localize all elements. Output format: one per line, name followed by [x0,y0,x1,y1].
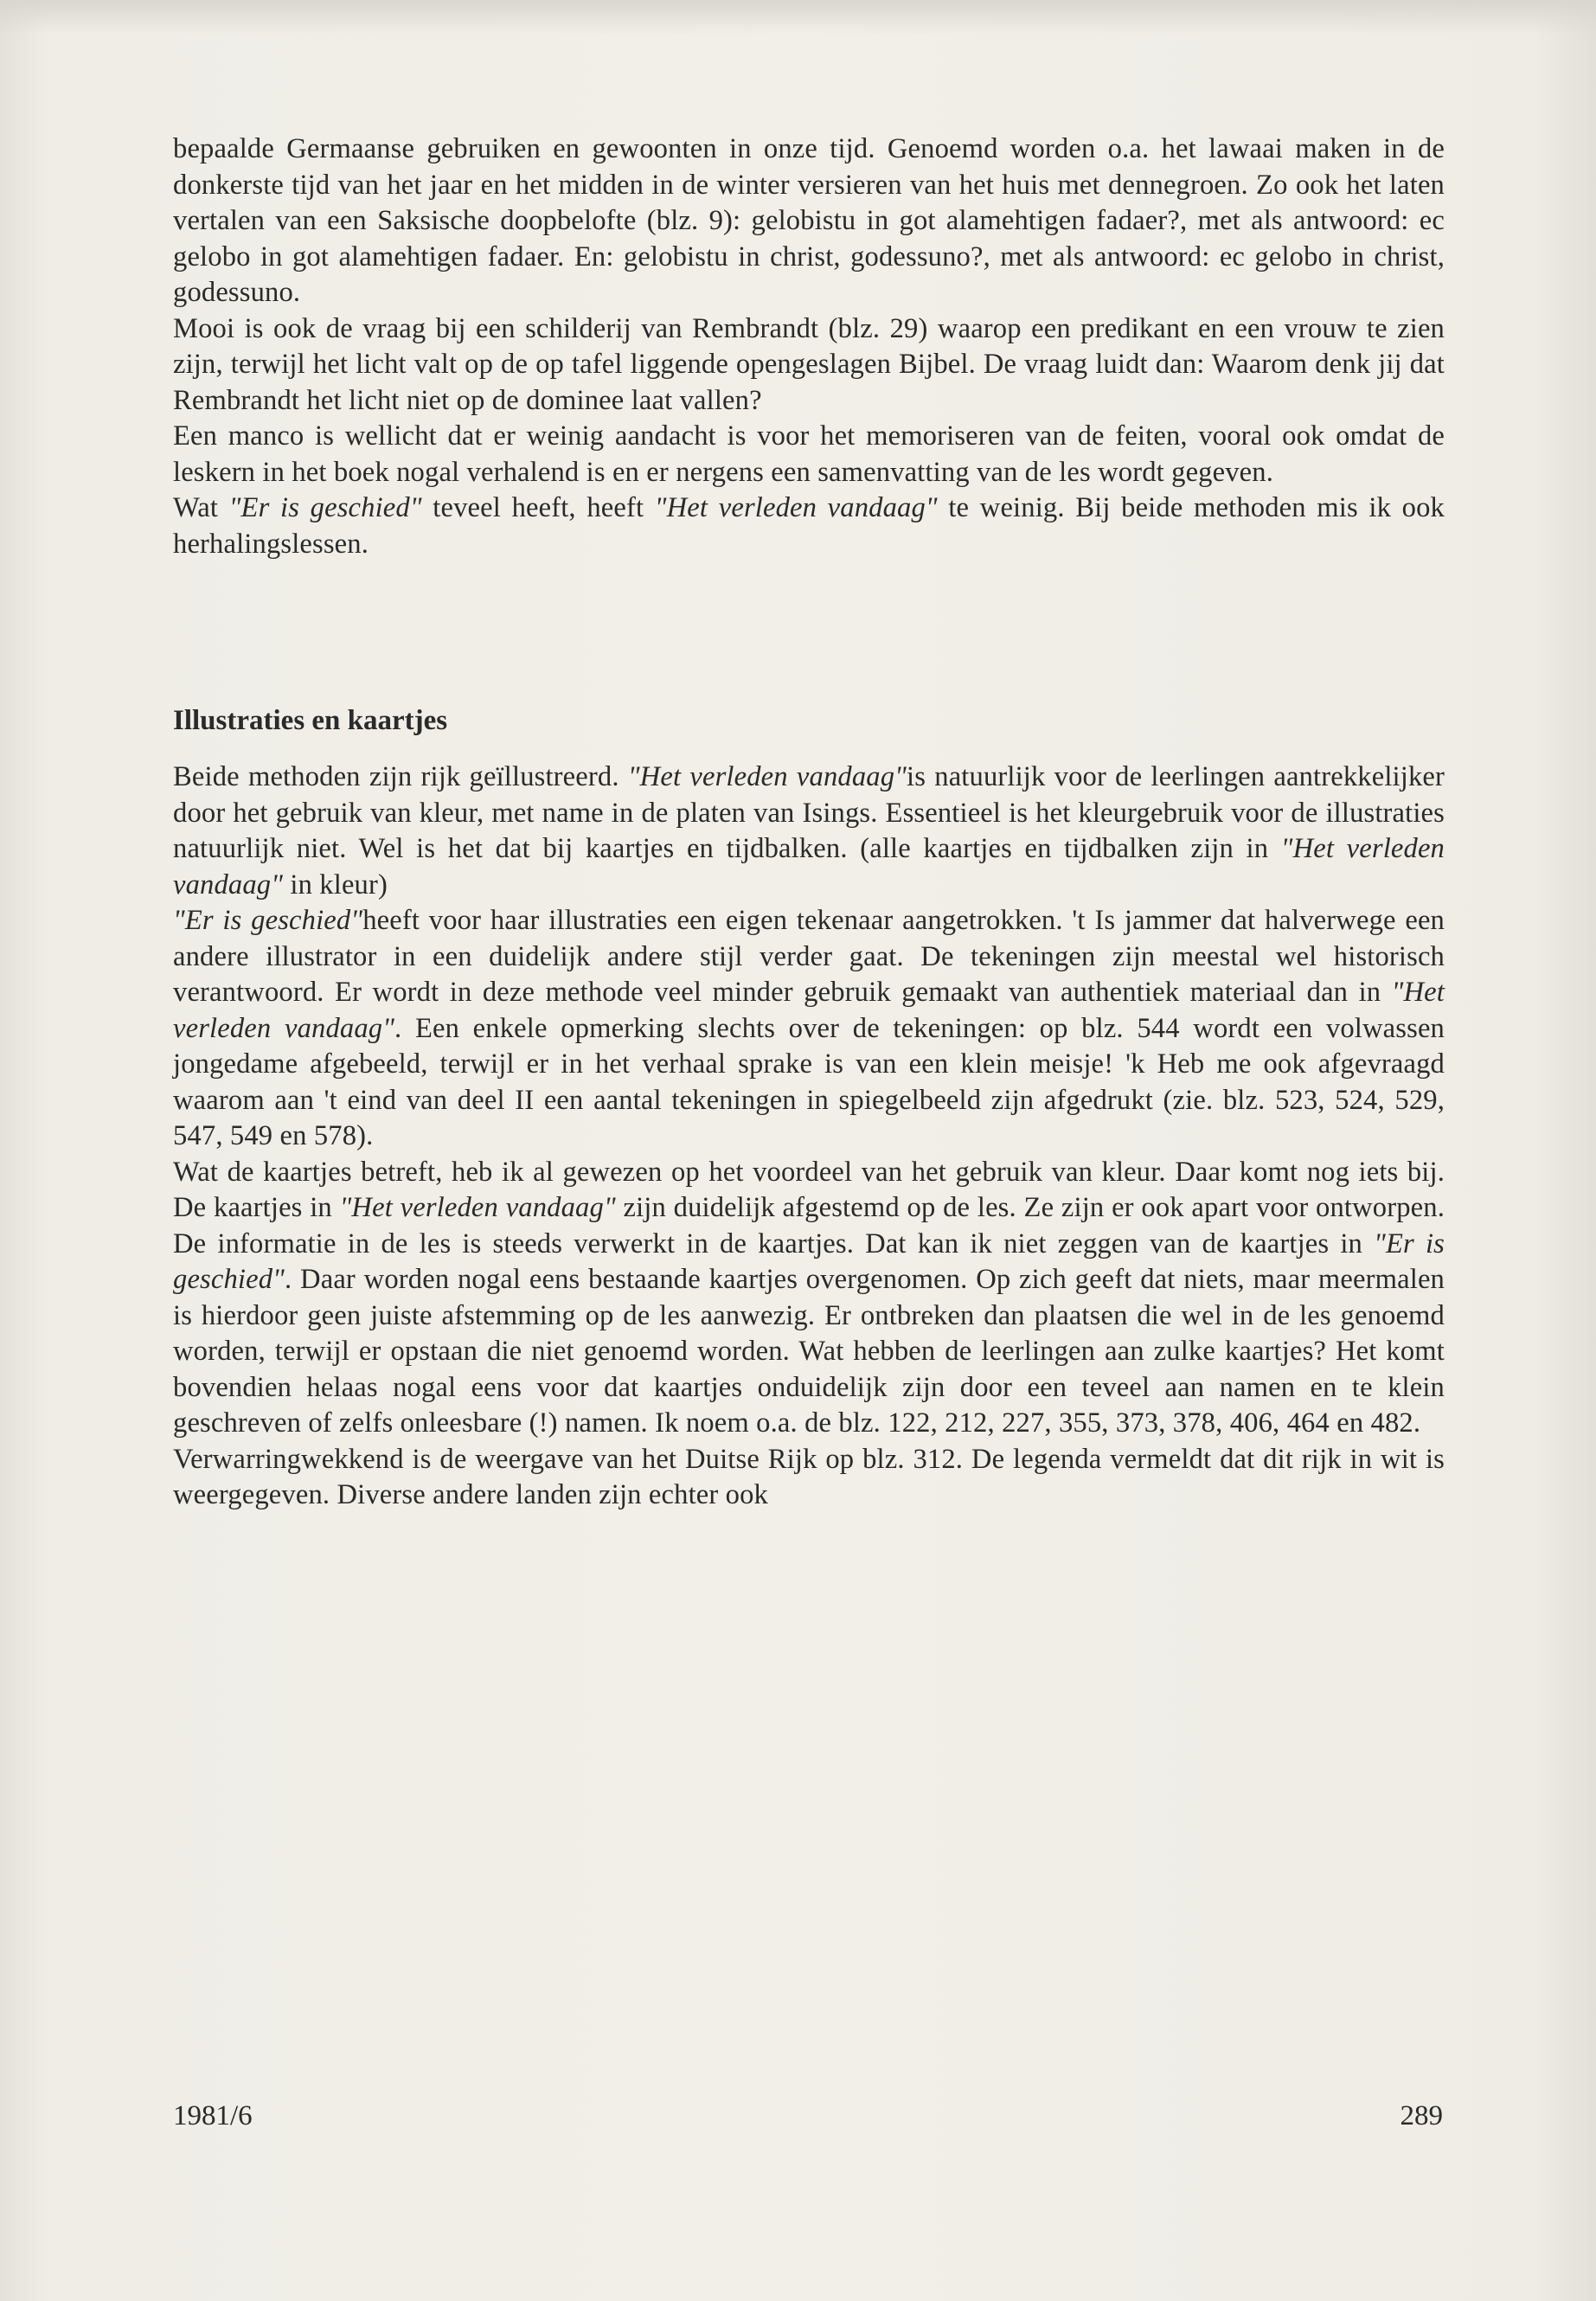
paragraph-german-empire: Verwarringwekkend is de weergave van het Duitse Rijk op blz. 312. De legenda vermeldt dat dit rijk in wit is weergegeven. Diverse andere landen zijn echter ook [173,1443,1445,1510]
paragraph-illustrations [173,760,1445,903]
paragraph-comparison [173,490,1445,562]
book-title: "Het verleden vandaag" [654,492,938,523]
book-title: "Het verleden vandaag" [173,833,1445,901]
book-title: "Er is geschied" [173,1227,1445,1295]
text-run: zijn duidelijk afgestemd op de les. Ze zijn er ook apart voor ontworpen. De informatie in de les is steeds verwerkt in de kaartjes. Dat kan ik niet zeggen van de kaartjes in [173,1192,1445,1259]
article-body [173,131,1445,1514]
scan-shadow [0,0,1596,35]
text-run: Beide methoden zijn rijk geïllustreerd. [173,761,628,792]
text-run: Wat de kaartjes betreft, heb ik al gewezen op het voordeel van het gebruik van kleur. Daar komt nog iets bij. De kaartjes in [173,1156,1445,1223]
book-title: "Er is geschied" [173,905,363,936]
book-title: "Er is geschied" [228,492,422,523]
text-run: heeft voor haar illustraties een eigen tekenaar aangetrokken. 't Is jammer dat halverwege een andere illustrator in een duidelijk andere stijl verder gaat. De tekeningen zijn meestal wel historisch verantwoord. Er wordt in deze methode veel minder gebruik gemaakt van authentiek materiaal dan in [173,905,1445,1008]
text-run: . Daar worden nogal eens bestaande kaartjes overgenomen. Op zich geeft dat niets, maar meermalen is hierdoor geen juiste afstemming op de les aanwezig. Er ontbreken dan plaatsen die wel in de les genoemd worden, terwijl er opstaan die niet genoemd worden. Wat hebben de leerlingen aan zulke kaartjes? Het komt bovendien helaas nogal eens voor dat kaartjes onduidelijk zijn door een teveel aan namen en te klein geschreven of zelfs onleesbare (!) namen. Ik noem o.a. de blz. 122, 212, 227, 355, 373, 378, 406, 464 en 482. [173,1264,1445,1439]
paragraph-illustrator [173,903,1445,1155]
page-number: 289 [1400,2100,1443,2131]
paragraph-maps [173,1155,1445,1442]
text-run: is natuurlijk voor de leerlingen aantrekkelijker door het gebruik van kleur, met name in de platen van Isings. Essentieel is het kleurgebruik voor de illustraties natuurlijk niet. Wel is het dat bij kaartjes en tijdbalken. (alle kaartjes en tijdbalken zijn in [173,761,1445,864]
book-title: "Het verleden vandaag" [173,977,1445,1044]
paragraph-rembrandt-question: Mooi is ook de vraag bij een schilderij van Rembrandt (blz. 29) waarop een predikant en een vrouw te zien zijn, terwijl het licht valt op de op tafel liggende opengeslagen Bijbel. De vraag luidt dan: Waarom denk jij dat Rembrandt het licht niet op de dominee laat vallen? [173,312,1445,416]
section-heading: Illustraties en kaartjes [173,705,448,736]
book-title: "Het verleden vandaag" [627,761,907,792]
paragraph-germanic-customs: bepaalde Germaanse gebruiken en gewoonten in onze tijd. Genoemd worden o.a. het lawaai maken in de donkerste tijd van het jaar en het midden in de winter versieren van het huis met dennegroen. Zo ook het laten vertalen van een Saksische doopbelofte (blz. 9): gelobistu in got alamehtigen fadaer?, met als antwoord: ec gelobo in got alamehtigen fadaer. En: gelobistu in christ, godessuno?, met als antwoord: ec gelobo in christ, godessuno. [173,133,1445,308]
text-run: . Een enkele opmerking slechts over de tekeningen: op blz. 544 wordt een volwassen jongedame afgebeeld, terwijl er in het verhaal sprake is van een klein meisje! 'k Heb me ook afgevraagd waarom aan 't eind van deel II een aantal tekeningen in spiegelbeeld zijn afgedrukt (zie. blz. 523, 524, 529, 547, 549 en 578). [173,1012,1445,1151]
text-run: in kleur) [283,868,388,901]
issue-number: 1981/6 [173,2100,253,2131]
paragraph-memorization: Een manco is wellicht dat er weinig aandacht is voor het memoriseren van de feiten, vooral ook omdat de leskern in het boek nogal verhalend is en er nergens een samenvatting van de les wordt gegeven. [173,420,1445,488]
book-title: "Het verleden vandaag" [339,1192,616,1223]
text-run: Wat [173,492,229,523]
text-run: teveel heeft, heeft [421,492,655,523]
text-run: te weinig. Bij beide methoden mis ik ook herhalingslessen. [173,492,1445,560]
